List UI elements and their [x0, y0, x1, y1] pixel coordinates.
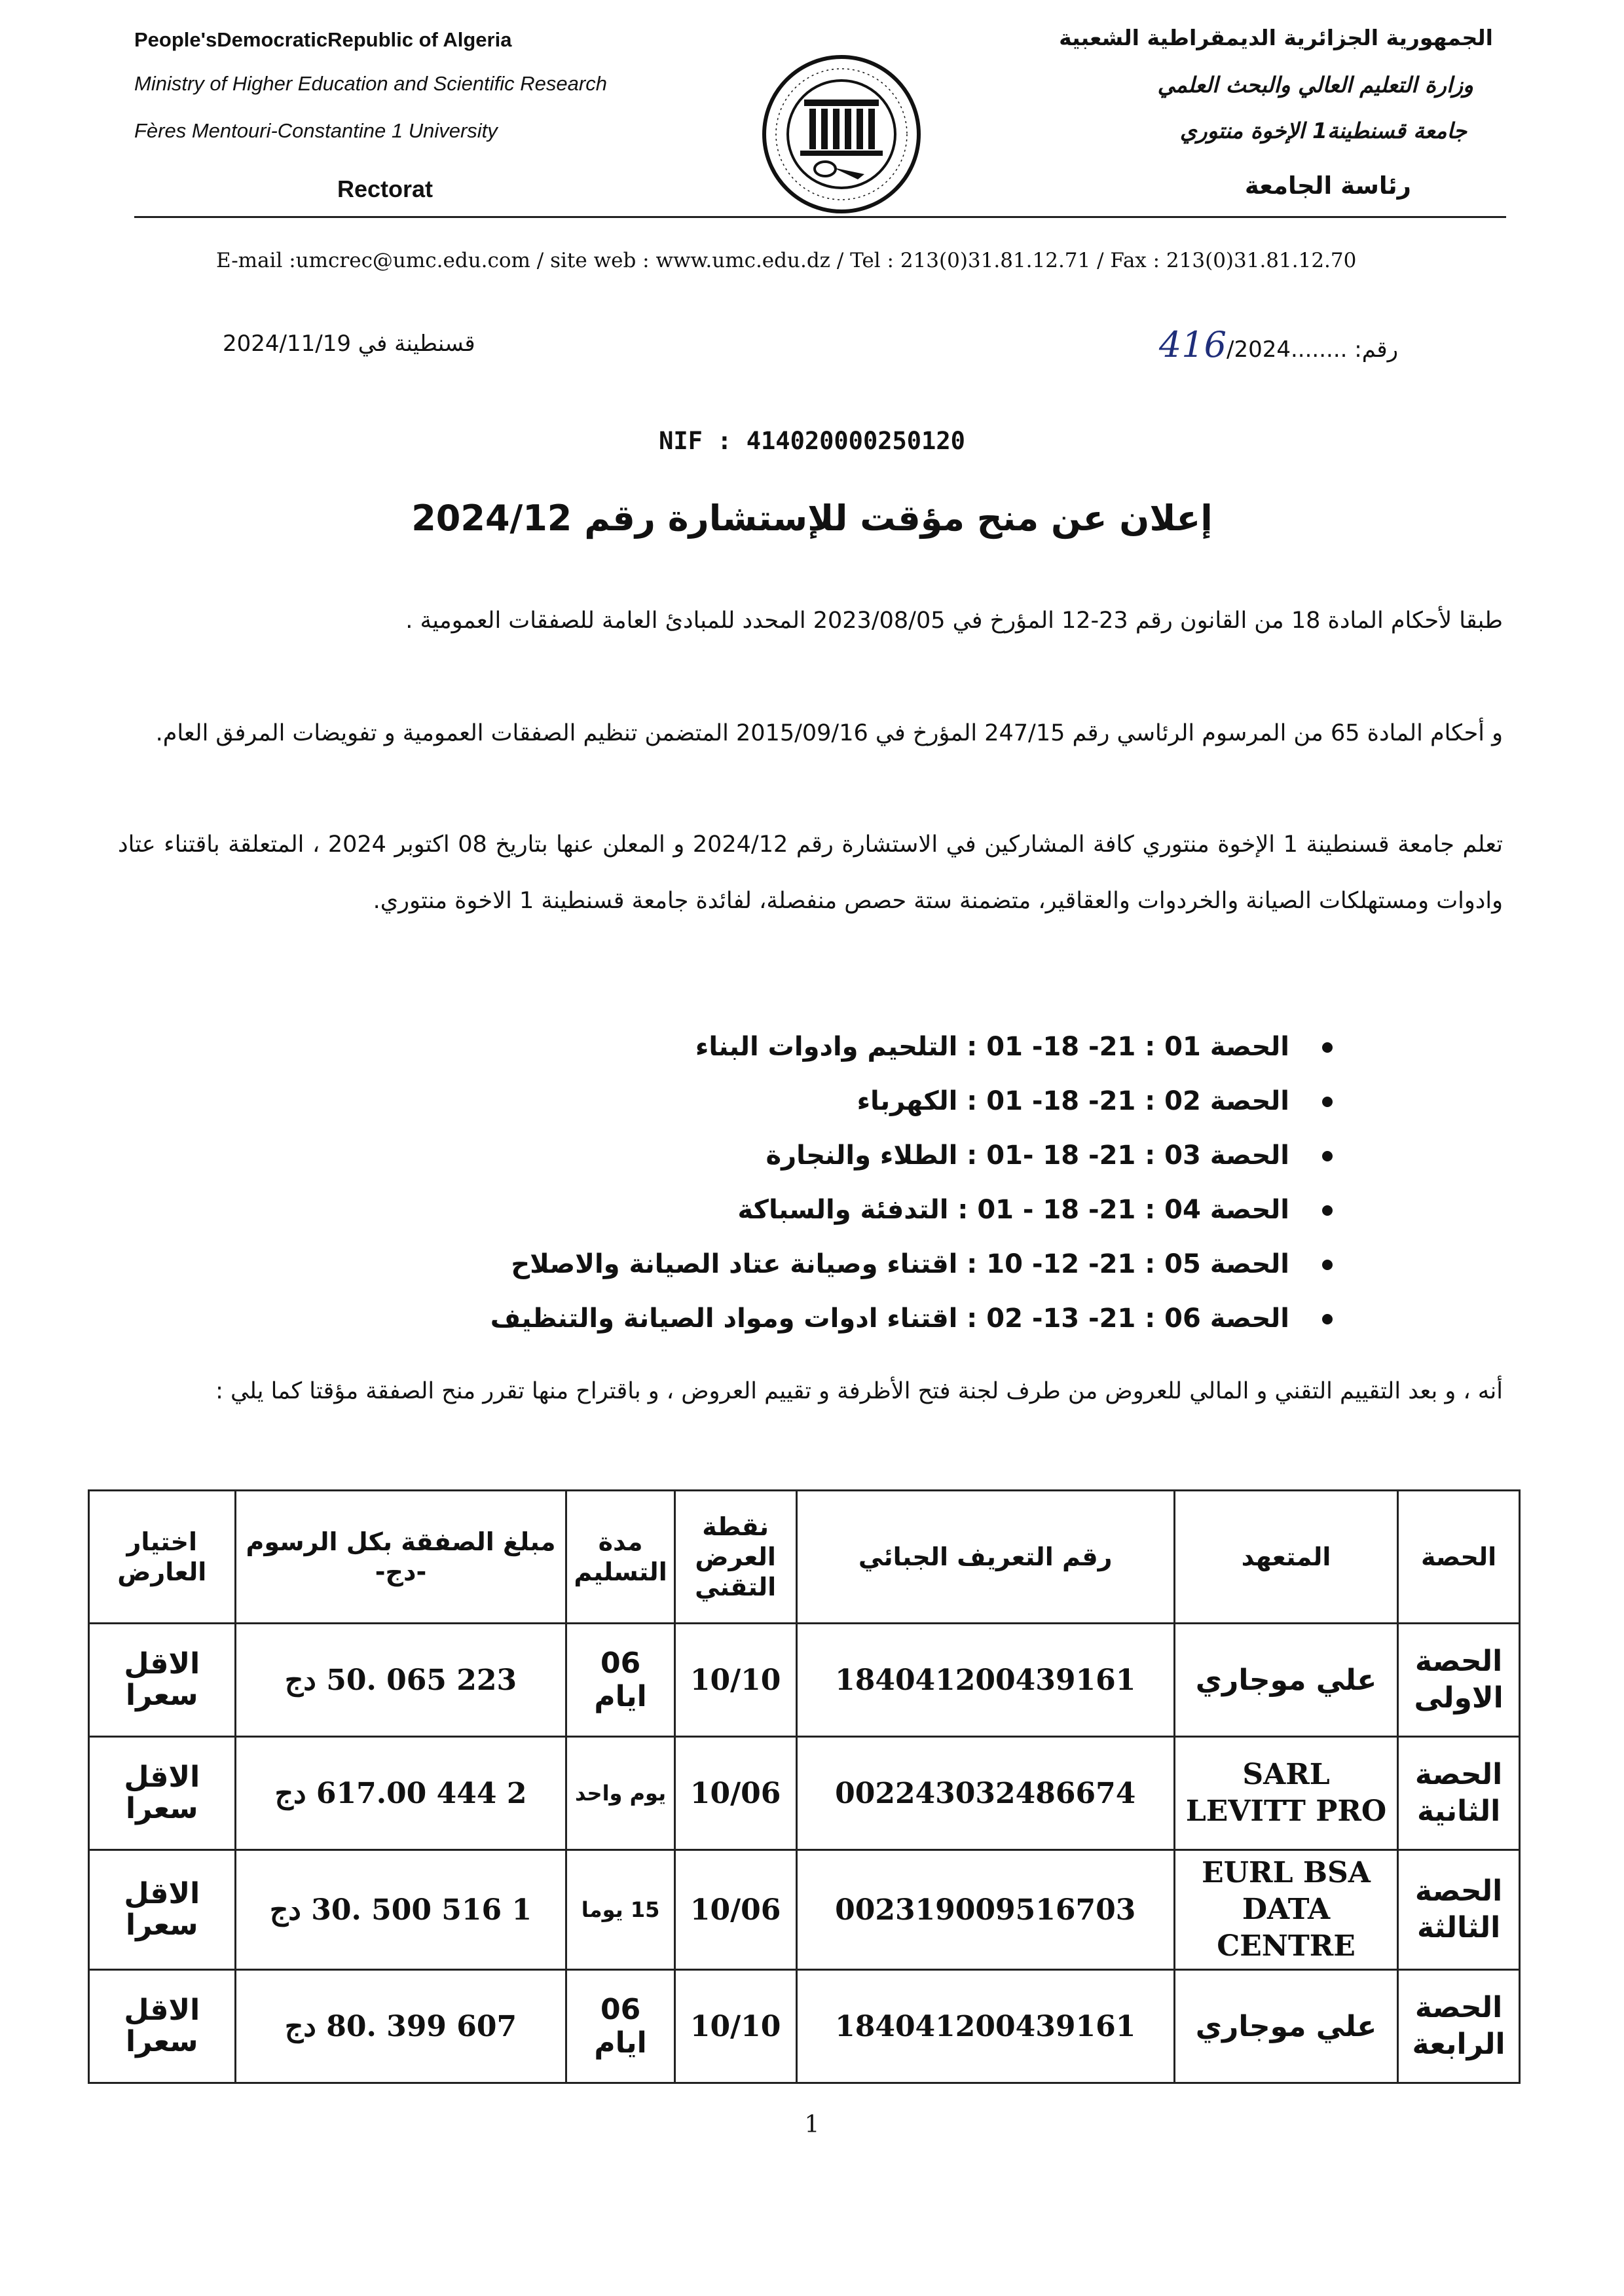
table-row — [89, 1850, 1520, 1970]
cell-bidder: SARL LEVITT PRO — [1174, 1737, 1397, 1850]
cell-tax-id: 184041200439161 — [796, 1624, 1174, 1737]
table-row — [89, 1624, 1520, 1737]
reference-label: رقم: ........ — [1290, 337, 1398, 363]
page-title: إعلان عن منح مؤقت للإستشارة رقم 2024/12 — [411, 498, 1213, 539]
cell-amount: 607 399 .80 دج — [235, 1970, 566, 2083]
header-office-ar: رئاسة الجامعة — [1244, 172, 1411, 200]
column-header-tax-id: رقم التعريف الجبائي — [796, 1491, 1174, 1624]
cell-lot: الحصة الرابعة — [1398, 1970, 1520, 2083]
cell-tech-score: 10/06 — [674, 1737, 796, 1850]
cell-bidder: علي موجاري — [1174, 1970, 1397, 2083]
cell-tech-score: 10/10 — [674, 1970, 796, 2083]
column-header-choice: اختيار العارض — [89, 1491, 236, 1624]
cell-tech-score: 10/10 — [674, 1624, 796, 1737]
nif-number: NIF : 414020000250120 — [659, 427, 965, 455]
cell-tech-score: 10/06 — [674, 1850, 796, 1970]
bullet-icon — [1322, 1042, 1333, 1053]
column-header-tech-score: نقطة العرض التقني — [674, 1491, 796, 1624]
cell-choice: الاقل سعرا — [89, 1850, 236, 1970]
bullet-icon — [1322, 1260, 1333, 1270]
list-item: الحصة 04 : 21- 18 - 01 : التدفئة والسباكة — [490, 1183, 1333, 1237]
cell-lot: الحصة الثانية — [1398, 1737, 1520, 1850]
header-divider — [134, 216, 1506, 218]
lots-list — [490, 1020, 1333, 1346]
reference-number — [1159, 324, 1398, 365]
page-number: 1 — [804, 2111, 820, 2138]
list-item: الحصة 05 : 21- 12- 10 : اقتناء وصيانة عتاد الصيانة والاصلاح — [490, 1237, 1333, 1292]
column-header-delivery: مدة التسليم — [566, 1491, 674, 1624]
cell-choice: الاقل سعرا — [89, 1737, 236, 1850]
bullet-icon — [1322, 1205, 1333, 1216]
decision-paragraph: أنه ، و بعد التقييم التقني و المالي للعروض من طرف لجنة فتح الأظرفة و تقييم العروض ، و باقتراح منها تقرر منح الصفقة مؤقتا كما يلي : — [215, 1378, 1503, 1404]
cell-amount: 223 065 .50 دج — [235, 1624, 566, 1737]
bullet-icon — [1322, 1151, 1333, 1161]
cell-amount: 1 516 500 .30 دج — [235, 1850, 566, 1970]
header-university-en: Fères Mentouri-Constantine 1 University — [134, 119, 498, 142]
bullet-icon — [1322, 1314, 1333, 1324]
document-date: قسنطينة في 2024/11/19 — [223, 331, 475, 357]
bullet-icon — [1322, 1097, 1333, 1107]
table-row — [89, 1737, 1520, 1850]
header-ministry-en: Ministry of Higher Education and Scientific Research — [134, 72, 607, 95]
column-header-bidder: المتعهد — [1174, 1491, 1397, 1624]
header-country-en: People'sDemocraticRepublic of Algeria — [134, 28, 512, 51]
cell-lot: الحصة الاولى — [1398, 1624, 1520, 1737]
list-item: الحصة 02 : 21- 18- 01 : الكهرباء — [490, 1074, 1333, 1129]
contact-line: E-mail :umcrec@umc.edu.com / site web : www.umc.edu.dz / Tel : 213(0)31.81.12.71 / Fax : 213(0)31.81.12.70 — [216, 249, 1357, 272]
announcement-paragraph: تعلم جامعة قسنطينة 1 الإخوة منتوري كافة المشاركين في الاستشارة رقم 2024/12 و المعلن عنها بتاريخ 08 اكتوبر 2024 ، المتعلقة باقتناء عتاد وادوات ومستهلكات الصيانة والخردوات والعقاقير، متضمنة ستة حصص منفصلة، لفائدة جامعة قسنطينة 1 الاخوة منتوري. — [118, 831, 1504, 914]
header-ministry-ar: وزارة التعليم العالي والبحث العلمي — [1157, 72, 1473, 98]
reference-year: /2024 — [1226, 337, 1291, 363]
header-country-ar: الجمهورية الجزائرية الديمقراطية الشعبية — [1059, 25, 1493, 50]
cell-delivery: 06 ايام — [566, 1624, 674, 1737]
cell-bidder: EURL BSA DATA CENTRE — [1174, 1850, 1397, 1970]
cell-choice: الاقل سعرا — [89, 1624, 236, 1737]
legal-basis-paragraph-1: طبقا لأحكام المادة 18 من القانون رقم 23-12 المؤرخ في 2023/08/05 المحدد للمبادئ العامة للصفقات العمومية . — [405, 608, 1503, 634]
cell-lot: الحصة الثالثة — [1398, 1850, 1520, 1970]
column-header-amount: مبلغ الصفقة بكل الرسوم -دج- — [235, 1491, 566, 1624]
cell-delivery: يوم واحد — [566, 1737, 674, 1850]
cell-amount: 2 444 617.00 دج — [235, 1737, 566, 1850]
column-header-lot: الحصة — [1398, 1491, 1520, 1624]
reference-handwritten-number: 416 — [1158, 324, 1227, 365]
table-header-row — [89, 1491, 1520, 1624]
list-item: الحصة 01 : 21- 18- 01 : التلحيم وادوات البناء — [490, 1020, 1333, 1074]
cell-bidder: علي موجاري — [1174, 1624, 1397, 1737]
university-seal-icon — [760, 52, 923, 216]
header-office-en: Rectorat — [337, 175, 434, 202]
list-item: الحصة 06 : 21- 13- 02 : اقتناء ادوات ومواد الصيانة والتنظيف — [490, 1292, 1333, 1346]
cell-choice: الاقل سعرا — [89, 1970, 236, 2083]
legal-basis-paragraph-2: و أحكام المادة 65 من المرسوم الرئاسي رقم 247/15 المؤرخ في 2015/09/16 المتضمن تنظيم الصفقات العمومية و تفويضات المرفق العام. — [155, 720, 1503, 746]
list-item: الحصة 03 : 21- 18 -01 : الطلاء والنجارة — [490, 1129, 1333, 1183]
cell-tax-id: 184041200439161 — [796, 1970, 1174, 2083]
header-university-ar: جامعة قسنطينة1 الإخوة منتوري — [1179, 118, 1467, 143]
cell-delivery: 06 ايام — [566, 1970, 674, 2083]
cell-tax-id: 002319009516703 — [796, 1850, 1174, 1970]
awards-table — [88, 1489, 1521, 2084]
cell-tax-id: 002243032486674 — [796, 1737, 1174, 1850]
cell-delivery: 15 يوما — [566, 1850, 674, 1970]
table-row — [89, 1970, 1520, 2083]
